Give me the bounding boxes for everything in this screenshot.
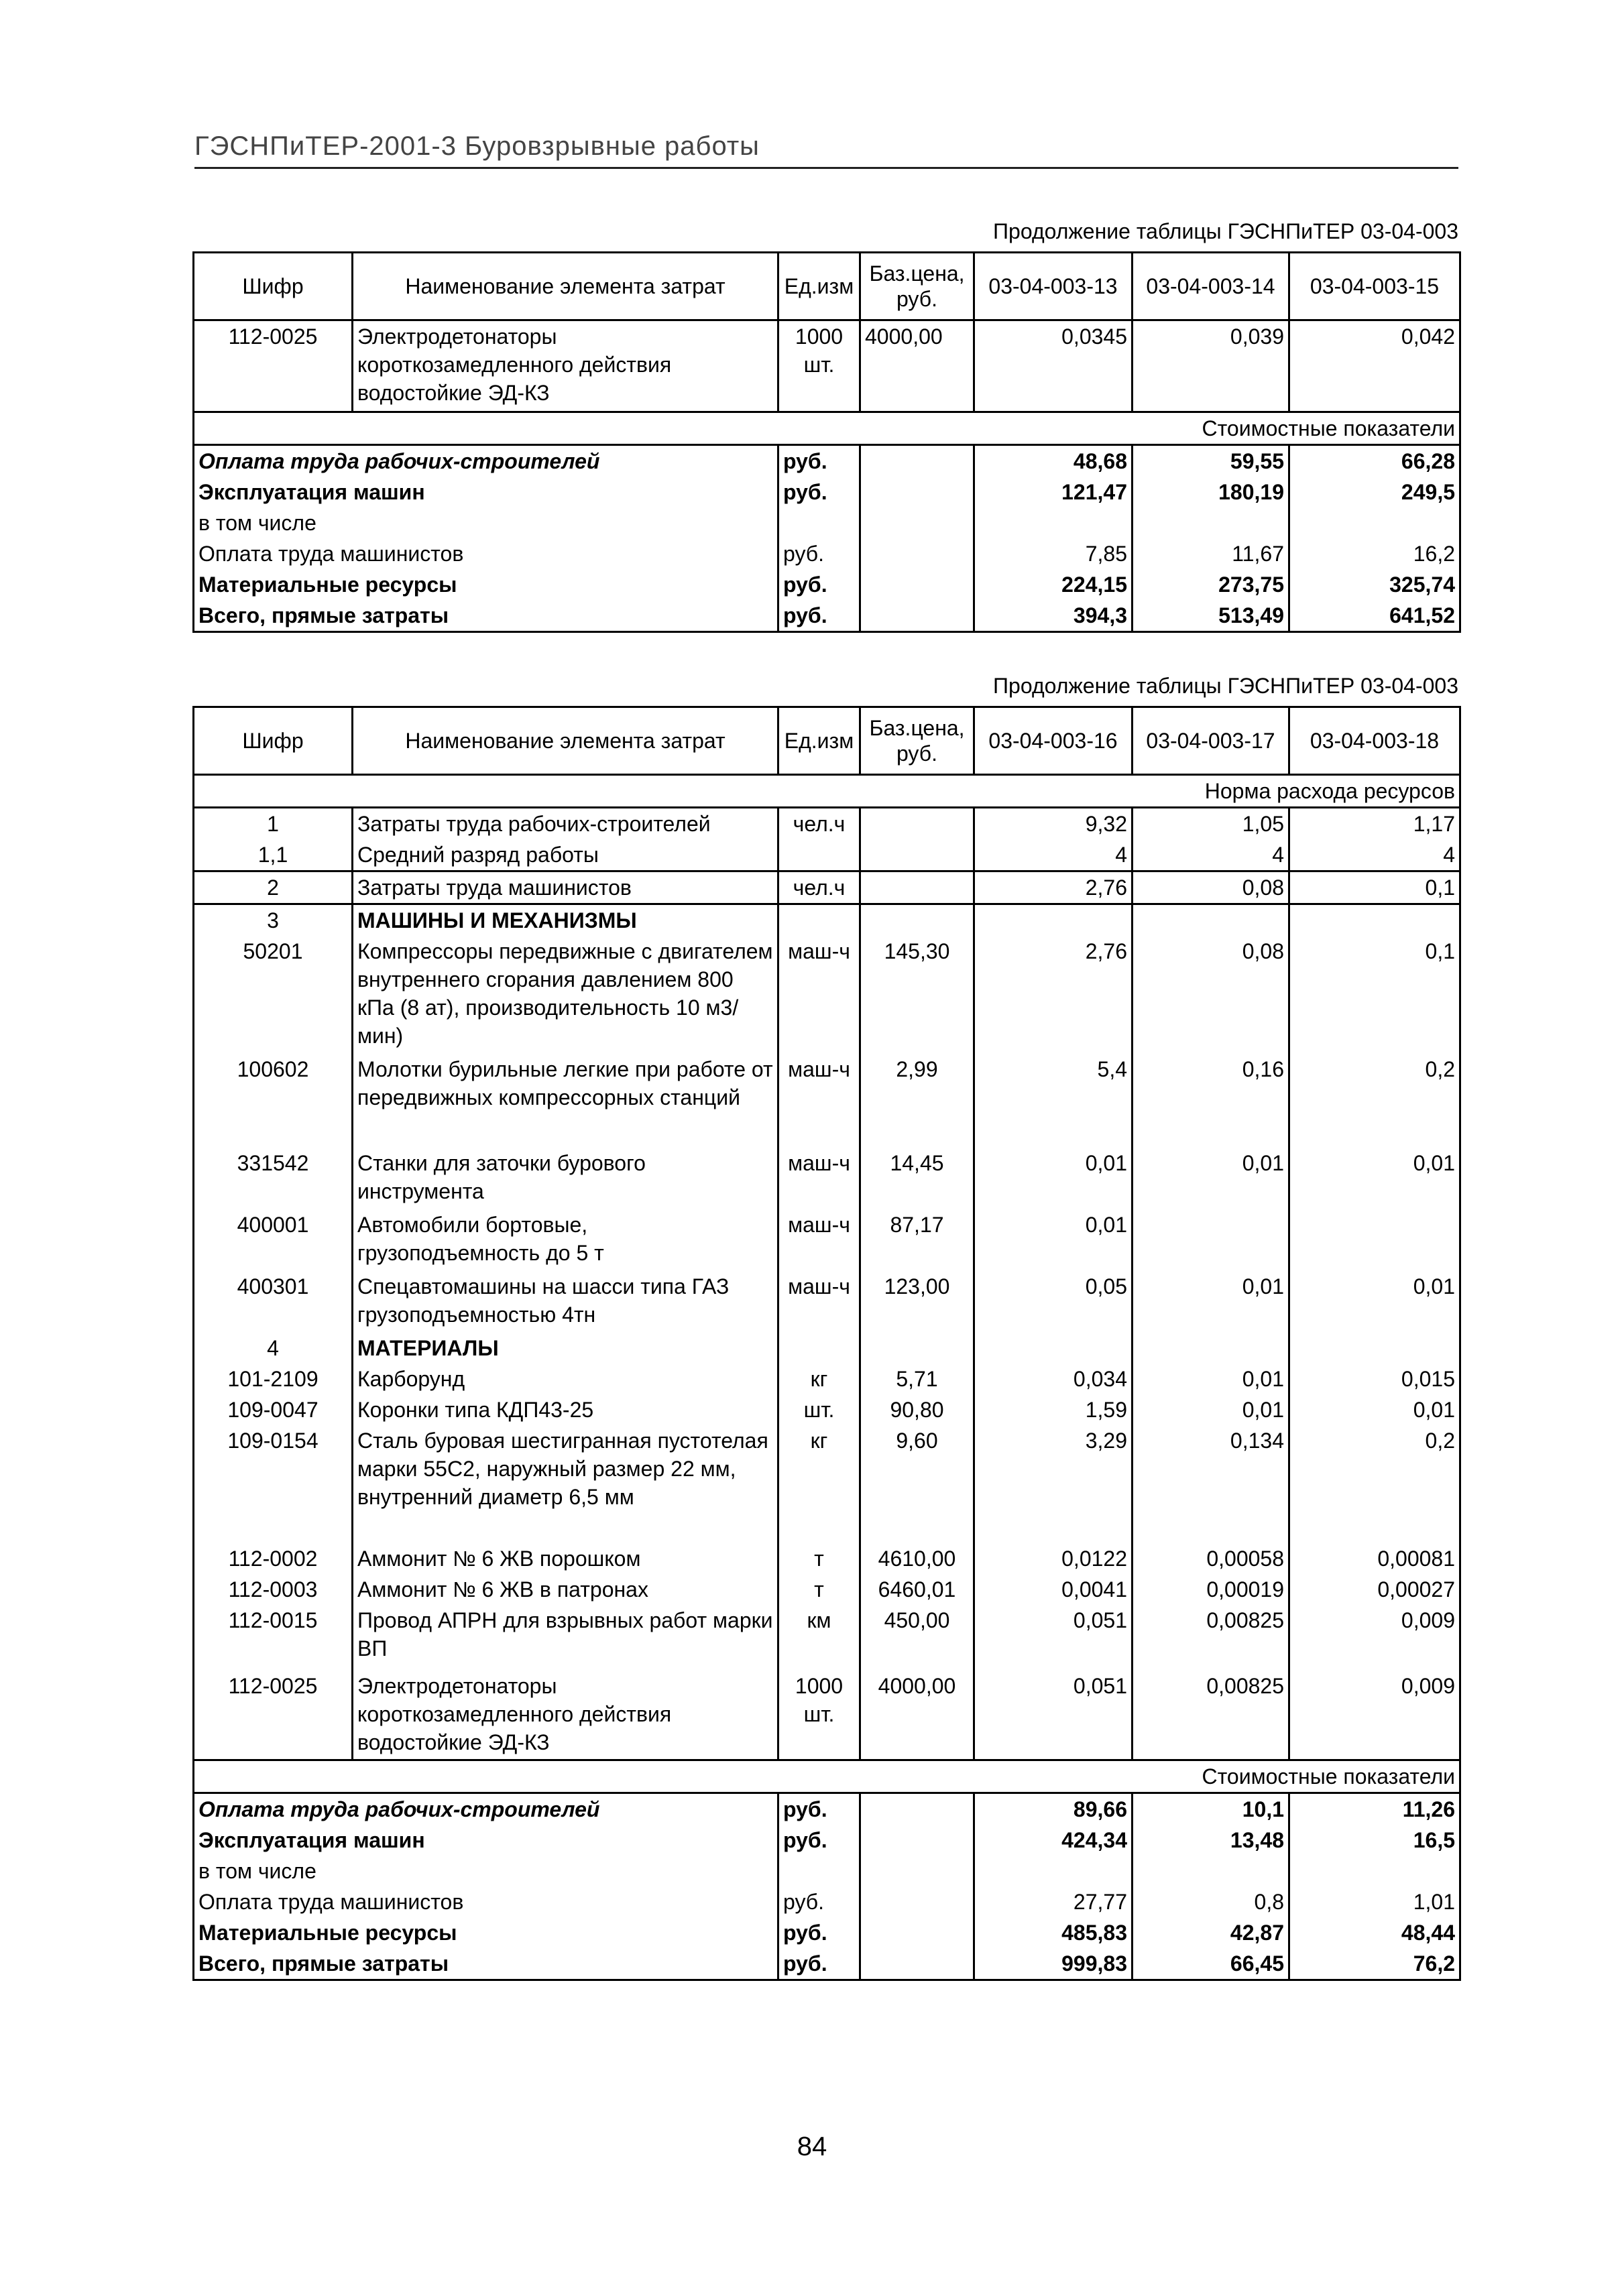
row-value-1: 0,01 (974, 1148, 1133, 1209)
col-header-code: Шифр (194, 707, 353, 775)
cost-value-3: 48,44 (1289, 1917, 1460, 1948)
table-row (194, 1364, 1460, 1394)
row-price: 5,71 (860, 1364, 974, 1394)
cost-value-2: 13,48 (1133, 1825, 1289, 1856)
row-value-2: 0,039 (1133, 320, 1289, 412)
cost-value-3: 16,5 (1289, 1825, 1460, 1856)
table-row (194, 1425, 1460, 1543)
table-row (194, 1394, 1460, 1425)
resource-table-2 (192, 706, 1461, 1981)
table-header-row (194, 707, 1460, 775)
row-price: 123,00 (860, 1271, 974, 1333)
cost-name: Всего, прямые затраты (198, 1951, 449, 1976)
table-row (194, 839, 1460, 871)
row-value-1: 1,59 (974, 1394, 1133, 1425)
cost-unit: руб. (778, 1948, 860, 1980)
cost-value-2: 11,67 (1133, 538, 1289, 569)
cost-value-1: 999,83 (974, 1948, 1133, 1980)
table-row (194, 1209, 1460, 1271)
row-price (860, 871, 974, 904)
row-value-2: 0,00825 (1133, 1671, 1289, 1760)
row-value-3: 4 (1289, 839, 1460, 871)
cost-section-label: Стоимостные показатели (194, 412, 1460, 445)
cost-unit: руб. (778, 1825, 860, 1856)
row-name: Станки для заточки бурового инструмента (353, 1148, 778, 1209)
cost-value-1: 394,3 (974, 600, 1133, 632)
cost-value-1 (974, 507, 1133, 538)
table-row (194, 320, 1460, 412)
cost-unit: руб. (778, 1793, 860, 1825)
cost-section-label: Стоимостные показатели (194, 1760, 1460, 1793)
row-value-2 (1133, 1209, 1289, 1271)
row-name: Карборунд (353, 1364, 778, 1394)
row-value-2: 0,08 (1133, 936, 1289, 1054)
cost-value-3: 641,52 (1289, 600, 1460, 632)
row-value-3: 0,009 (1289, 1605, 1460, 1671)
row-value-2: 0,01 (1133, 1271, 1289, 1333)
cost-name: Материальные ресурсы (198, 1921, 457, 1945)
row-value-1 (974, 904, 1133, 936)
row-name: Автомобили бортовые, грузоподъемность до 5 т (353, 1209, 778, 1271)
col-header-norm-3: 03-04-003-15 (1289, 253, 1460, 320)
row-name: Спецавтомашины на шасси типа ГАЗ грузоподъемностью 4тн (353, 1271, 778, 1333)
row-value-3: 0,01 (1289, 1148, 1460, 1209)
row-value-3 (1289, 1333, 1460, 1364)
row-value-1: 0,051 (974, 1605, 1133, 1671)
col-header-name: Наименование элемента затрат (353, 253, 778, 320)
row-value-2: 0,08 (1133, 871, 1289, 904)
cost-value-1: 48,68 (974, 445, 1133, 477)
row-value-2: 0,134 (1133, 1425, 1289, 1543)
cost-row (194, 445, 1460, 477)
row-value-2: 0,00825 (1133, 1605, 1289, 1671)
row-name: Молотки бурильные легкие при работе от передвижных компрессорных станций (353, 1054, 778, 1148)
row-unit: маш-ч (778, 1148, 860, 1209)
cost-value-1: 121,47 (974, 477, 1133, 507)
header-rule (194, 167, 1458, 169)
page-number: 84 (797, 2132, 827, 2161)
row-unit (778, 1333, 860, 1364)
row-price: 6460,01 (860, 1574, 974, 1605)
cost-unit: руб. (778, 1886, 860, 1917)
cost-unit: руб. (778, 1917, 860, 1948)
row-value-1: 0,0345 (974, 320, 1133, 412)
row-value-1: 4 (974, 839, 1133, 871)
cost-name: Оплата труда рабочих-строителей (198, 449, 600, 473)
row-code: 112-0003 (228, 1577, 318, 1602)
cost-value-2: 273,75 (1133, 569, 1289, 600)
row-value-2: 1,05 (1133, 808, 1289, 840)
row-value-2: 0,00019 (1133, 1574, 1289, 1605)
cost-unit: руб. (778, 569, 860, 600)
cost-unit: руб. (778, 477, 860, 507)
row-unit: т (778, 1574, 860, 1605)
row-unit: чел.ч (778, 808, 860, 840)
row-value-1: 0,034 (974, 1364, 1133, 1394)
col-header-price: Баз.цена, руб. (860, 253, 974, 320)
row-code: 112-0015 (228, 1608, 318, 1632)
row-unit: т (778, 1543, 860, 1574)
table-row (194, 1054, 1460, 1148)
cost-price (860, 569, 974, 600)
cost-section-label-row (194, 1760, 1460, 1793)
row-price: 87,17 (860, 1209, 974, 1271)
row-name: Сталь буровая шестигранная пустотелая марки 55С2, наружный размер 22 мм, внутренний диаметр 6,5 мм (353, 1425, 778, 1543)
norm-section-label-row (194, 775, 1460, 808)
cost-value-2: 0,8 (1133, 1886, 1289, 1917)
cost-value-1: 485,83 (974, 1917, 1133, 1948)
row-name: Аммонит № 6 ЖВ в патронах (353, 1574, 778, 1605)
cost-value-1: 89,66 (974, 1793, 1133, 1825)
row-code: 112-0025 (228, 324, 318, 349)
cost-row (194, 1948, 1460, 1980)
row-code: 400001 (237, 1213, 309, 1237)
row-code: 331542 (237, 1151, 309, 1175)
row-value-1: 0,0041 (974, 1574, 1133, 1605)
cost-price (860, 1793, 974, 1825)
row-unit: маш-ч (778, 1054, 860, 1148)
row-code: 1 (267, 812, 279, 836)
cost-row (194, 538, 1460, 569)
col-header-name: Наименование элемента затрат (353, 707, 778, 775)
row-value-3 (1289, 1209, 1460, 1271)
row-value-1: 2,76 (974, 871, 1133, 904)
cost-price (860, 600, 974, 632)
row-value-1: 5,4 (974, 1054, 1133, 1148)
col-header-norm-2: 03-04-003-17 (1133, 707, 1289, 775)
row-value-3: 0,00027 (1289, 1574, 1460, 1605)
col-header-unit: Ед.изм (778, 707, 860, 775)
row-value-2: 0,01 (1133, 1148, 1289, 1209)
row-price: 14,45 (860, 1148, 974, 1209)
table-row (194, 1671, 1460, 1760)
row-unit: чел.ч (778, 871, 860, 904)
table-row (194, 936, 1460, 1054)
cost-value-3: 1,01 (1289, 1886, 1460, 1917)
norm-section-label: Норма расхода ресурсов (194, 775, 1460, 808)
row-unit: км (778, 1605, 860, 1671)
cost-value-2: 42,87 (1133, 1917, 1289, 1948)
row-value-3: 0,01 (1289, 1394, 1460, 1425)
row-value-3: 1,17 (1289, 808, 1460, 840)
row-value-2: 0,00058 (1133, 1543, 1289, 1574)
table-row (194, 808, 1460, 840)
cost-price (860, 1825, 974, 1856)
row-price: 90,80 (860, 1394, 974, 1425)
row-name: Аммонит № 6 ЖВ порошком (353, 1543, 778, 1574)
row-price: 4610,00 (860, 1543, 974, 1574)
cost-value-2: 513,49 (1133, 600, 1289, 632)
row-price (860, 1333, 974, 1364)
continuation-caption-2: Продолжение таблицы ГЭСНПиТЕР 03-04-003 (993, 674, 1458, 698)
continuation-caption-1: Продолжение таблицы ГЭСНПиТЕР 03-04-003 (993, 219, 1458, 243)
col-header-norm-1: 03-04-003-13 (974, 253, 1133, 320)
row-unit: 1000 шт. (778, 320, 860, 412)
cost-value-1: 7,85 (974, 538, 1133, 569)
col-header-code: Шифр (194, 253, 353, 320)
row-name: Электродетонаторы короткозамедленного действия водостойкие ЭД-КЗ (353, 320, 778, 412)
cost-row (194, 600, 1460, 632)
row-unit (778, 839, 860, 871)
cost-price (860, 1886, 974, 1917)
section-heading: МАТЕРИАЛЫ (353, 1333, 778, 1364)
row-value-2 (1133, 904, 1289, 936)
cost-row (194, 477, 1460, 507)
row-price: 4000,00 (860, 1671, 974, 1760)
table-row (194, 1271, 1460, 1333)
row-code: 112-0002 (228, 1547, 318, 1571)
row-name: Провод АПРН для взрывных работ марки ВП (353, 1605, 778, 1671)
section-heading-row (194, 1333, 1460, 1364)
row-value-1: 9,32 (974, 808, 1133, 840)
cost-value-2: 59,55 (1133, 445, 1289, 477)
row-name: Средний разряд работы (353, 839, 778, 871)
row-code: 3 (194, 904, 353, 936)
cost-value-2: 180,19 (1133, 477, 1289, 507)
row-price: 145,30 (860, 936, 974, 1054)
row-code: 50201 (243, 939, 303, 963)
row-value-3: 0,2 (1289, 1054, 1460, 1148)
cost-price (860, 445, 974, 477)
cost-value-2 (1133, 507, 1289, 538)
cost-value-3: 66,28 (1289, 445, 1460, 477)
row-value-3 (1289, 904, 1460, 936)
cost-unit: руб. (778, 445, 860, 477)
section-heading: МАШИНЫ И МЕХАНИЗМЫ (353, 904, 778, 936)
row-unit: маш-ч (778, 1209, 860, 1271)
row-value-1: 0,05 (974, 1271, 1133, 1333)
row-code: 4 (267, 1336, 279, 1360)
row-value-1: 0,051 (974, 1671, 1133, 1760)
cost-name: Эксплуатация машин (198, 480, 425, 504)
table-row (194, 871, 1460, 904)
row-unit: шт. (778, 1394, 860, 1425)
row-value-1: 3,29 (974, 1425, 1133, 1543)
row-code: 1,1 (257, 843, 288, 867)
col-header-norm-1: 03-04-003-16 (974, 707, 1133, 775)
row-value-3: 0,00081 (1289, 1543, 1460, 1574)
row-price (860, 808, 974, 840)
row-value-3: 0,009 (1289, 1671, 1460, 1760)
cost-price (860, 1948, 974, 1980)
row-price: 4000,00 (860, 320, 974, 412)
row-value-1: 0,01 (974, 1209, 1133, 1271)
row-value-3: 0,015 (1289, 1364, 1460, 1394)
col-header-unit: Ед.изм (778, 253, 860, 320)
row-value-2: 0,16 (1133, 1054, 1289, 1148)
cost-value-1: 224,15 (974, 569, 1133, 600)
cost-row (194, 1825, 1460, 1856)
row-name: Электродетонаторы короткозамедленного действия водостойкие ЭД-КЗ (353, 1671, 778, 1760)
row-value-3: 0,01 (1289, 1271, 1460, 1333)
cost-value-3: 325,74 (1289, 569, 1460, 600)
row-unit: маш-ч (778, 936, 860, 1054)
running-header: ГЭСНПиТЕР-2001-3 Буровзрывные работы (194, 131, 760, 161)
row-name: Коронки типа КДП43-25 (353, 1394, 778, 1425)
cost-row (194, 1886, 1460, 1917)
cost-value-1: 424,34 (974, 1825, 1133, 1856)
cost-price (860, 1917, 974, 1948)
row-value-2: 0,01 (1133, 1364, 1289, 1394)
cost-price (860, 1856, 974, 1886)
row-code: 400301 (237, 1274, 309, 1298)
row-value-2: 4 (1133, 839, 1289, 871)
row-value-3: 0,1 (1289, 871, 1460, 904)
cost-name: в том числе (198, 511, 316, 535)
cost-value-2: 66,45 (1133, 1948, 1289, 1980)
cost-row (194, 1793, 1460, 1825)
cost-price (860, 507, 974, 538)
cost-row (194, 1856, 1460, 1886)
col-header-price: Баз.цена, руб. (860, 707, 974, 775)
col-header-norm-3: 03-04-003-18 (1289, 707, 1460, 775)
row-code: 101-2109 (227, 1367, 318, 1391)
row-name: Затраты труда рабочих-строителей (353, 808, 778, 840)
cost-name: Материальные ресурсы (198, 572, 457, 597)
row-price (860, 839, 974, 871)
row-value-1: 0,0122 (974, 1543, 1133, 1574)
row-name: Компрессоры передвижные с двигателем внутреннего сгорания давлением 800 кПа (8 ат), производительность 10 м3/мин) (353, 936, 778, 1054)
row-code: 100602 (237, 1057, 309, 1081)
cost-value-3: 16,2 (1289, 538, 1460, 569)
table-row (194, 1574, 1460, 1605)
cost-row (194, 507, 1460, 538)
cost-value-3: 76,2 (1289, 1948, 1460, 1980)
cost-price (860, 538, 974, 569)
cost-unit: руб. (778, 538, 860, 569)
row-unit: 1000 шт. (778, 1671, 860, 1760)
cost-value-2 (1133, 1856, 1289, 1886)
row-price: 2,99 (860, 1054, 974, 1148)
row-value-3: 0,2 (1289, 1425, 1460, 1543)
row-value-3: 0,1 (1289, 936, 1460, 1054)
cost-name: Оплата труда машинистов (198, 1890, 464, 1914)
row-value-1: 2,76 (974, 936, 1133, 1054)
row-unit (778, 904, 860, 936)
cost-name: Всего, прямые затраты (198, 603, 449, 627)
cost-name: в том числе (198, 1859, 316, 1883)
table-header-row (194, 253, 1460, 320)
row-unit: кг (778, 1364, 860, 1394)
section-heading-row (194, 904, 1460, 936)
cost-value-1: 27,77 (974, 1886, 1133, 1917)
cost-unit: руб. (778, 600, 860, 632)
row-code: 112-0025 (228, 1674, 318, 1698)
cost-price (860, 477, 974, 507)
row-code: 2 (194, 871, 353, 904)
cost-value-1 (974, 1856, 1133, 1886)
row-value-2: 0,01 (1133, 1394, 1289, 1425)
cost-value-3: 11,26 (1289, 1793, 1460, 1825)
cost-name: Эксплуатация машин (198, 1828, 425, 1852)
row-value-1 (974, 1333, 1133, 1364)
row-unit: кг (778, 1425, 860, 1543)
cost-value-2: 10,1 (1133, 1793, 1289, 1825)
cost-unit (778, 1856, 860, 1886)
row-price: 9,60 (860, 1425, 974, 1543)
table-row (194, 1148, 1460, 1209)
table-row (194, 1605, 1460, 1671)
cost-value-3 (1289, 507, 1460, 538)
row-unit: маш-ч (778, 1271, 860, 1333)
row-code: 109-0047 (227, 1398, 318, 1422)
col-header-norm-2: 03-04-003-14 (1133, 253, 1289, 320)
cost-value-3 (1289, 1856, 1460, 1886)
row-price: 450,00 (860, 1605, 974, 1671)
row-value-2 (1133, 1333, 1289, 1364)
row-name: Затраты труда машинистов (353, 871, 778, 904)
resource-table-1 (192, 251, 1461, 633)
cost-name: Оплата труда машинистов (198, 542, 464, 566)
row-price (860, 904, 974, 936)
row-value-3: 0,042 (1289, 320, 1460, 412)
row-code: 109-0154 (227, 1429, 318, 1453)
cost-value-3: 249,5 (1289, 477, 1460, 507)
table-row (194, 1543, 1460, 1574)
cost-row (194, 1917, 1460, 1948)
cost-unit (778, 507, 860, 538)
cost-name: Оплата труда рабочих-строителей (198, 1797, 600, 1821)
cost-section-label-row (194, 412, 1460, 445)
cost-row (194, 569, 1460, 600)
